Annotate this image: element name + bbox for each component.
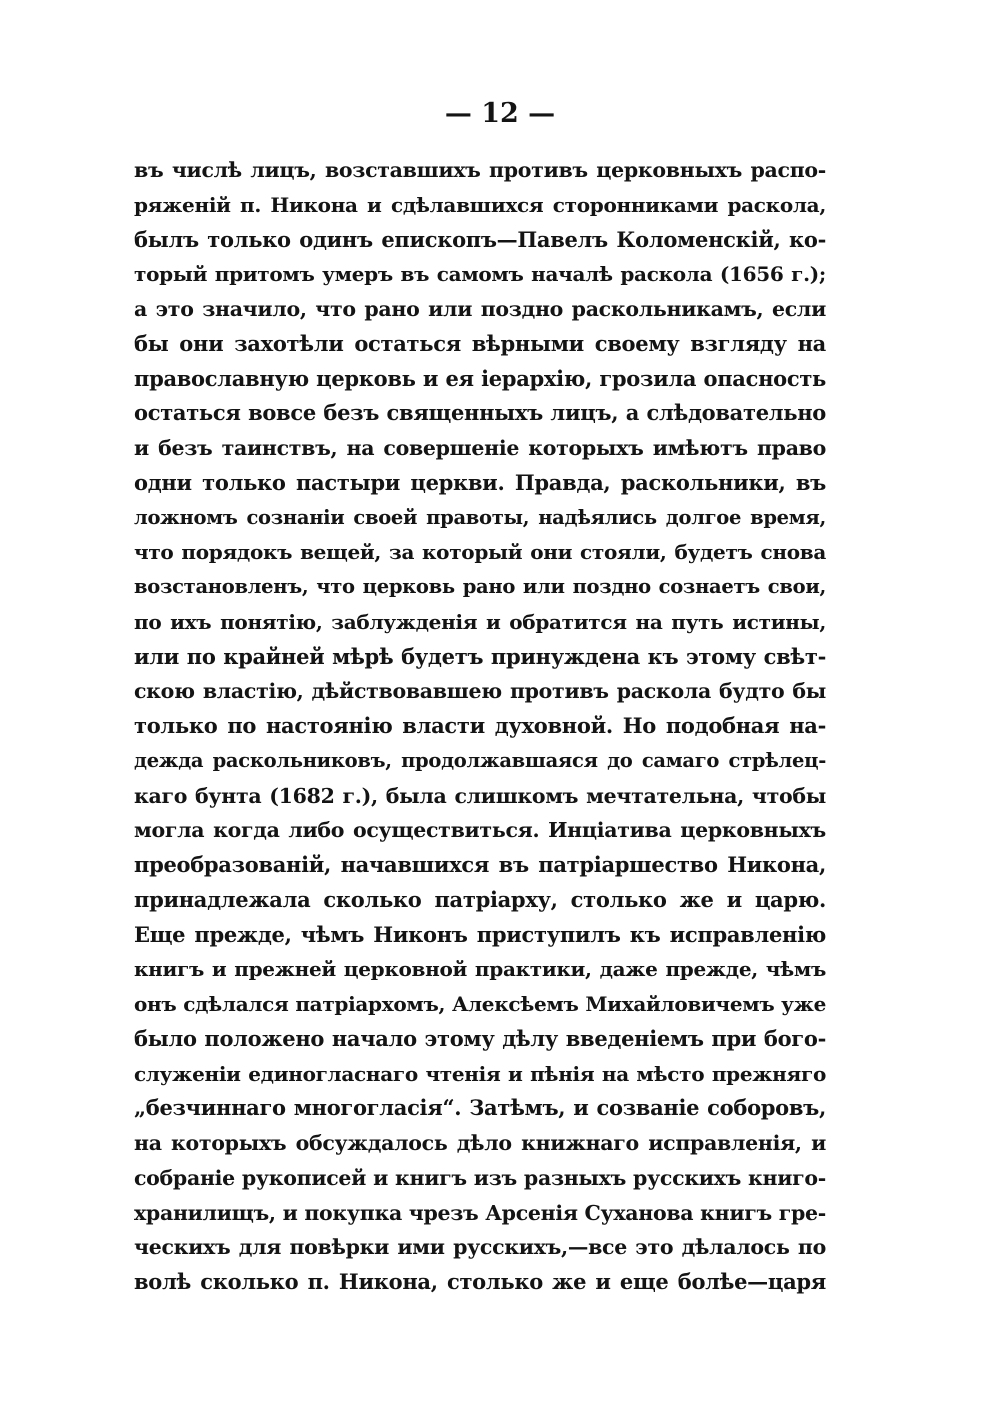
text-line: торый притомъ умеръ въ самомъ началѣ раскола (1656 г.); [134, 262, 826, 287]
text-line: возстановленъ, что церковь рано или поздно сознаетъ свои, [134, 575, 826, 598]
text-line: было положено начало этому дѣлу введеніемъ при бого- [134, 1025, 826, 1051]
text-line: принадлежала сколько патріарху, столько же и царю. [134, 886, 826, 912]
text-line: а это значило, что рано или поздно раскольникамъ, если [134, 297, 826, 321]
page-number: — 12 — [444, 98, 556, 129]
text-line: былъ только одинъ епископъ—Павелъ Коломенскій, ко- [134, 226, 826, 252]
text-line: на которыхъ обсуждалось дѣло книжнаго исправленія, и [134, 1131, 826, 1155]
text-line: онъ сдѣлался патріархомъ, Алексѣемъ Михайловичемъ уже [134, 992, 826, 1016]
text-line: преобразованій, начавшихся въ патріаршество Никона, [134, 852, 826, 877]
text-line: книгъ и прежней церковной практики, даже прежде, чѣмъ [134, 957, 826, 982]
text-line: каго бунта (1682 г.), была слишкомъ мечтательна, чтобы [134, 783, 826, 808]
text-line: по ихъ понятію, заблужденія и обратится на путь истины, [134, 609, 826, 634]
text-line: остаться вовсе безъ священныхъ лицъ, а слѣдовательно [134, 400, 826, 426]
text-line: собраніе рукописей и книгъ изъ разныхъ русскихъ книго- [134, 1165, 826, 1190]
text-line: въ числѣ лицъ, возставшихъ противъ церковныхъ распо- [134, 158, 826, 182]
text-line: волѣ сколько п. Никона, столько же и еще болѣе—царя [134, 1269, 826, 1294]
text-line: только по настоянію власти духовной. Но подобная на- [134, 713, 826, 738]
text-line: бы они захотѣли остаться вѣрными своему взгляду на [134, 330, 826, 356]
text-line: хранилищъ, и покупка чрезъ Арсенія Суханова книгъ гре- [134, 1200, 826, 1225]
text-line: или по крайней мѣрѣ будетъ принуждена къ этому свѣт- [134, 643, 826, 669]
text-line: дежда раскольниковъ, продолжавшаяся до самаго стрѣлец- [134, 748, 826, 772]
text-line: и безъ таинствъ, на совершеніе которыхъ имѣютъ право [134, 436, 826, 460]
body-text [134, 153, 826, 1300]
text-line: что порядокъ вещей, за который они стояли, будетъ снова [134, 540, 826, 565]
text-line: могла когда либо осуществиться. Инціатива церковныхъ [134, 818, 826, 843]
text-line: ряженій п. Никона и сдѣлавшихся сторонниками раскола, [134, 192, 826, 217]
text-line: православную церковь и ея іерархію, грозила опасность [134, 365, 826, 391]
text-line: „безчиннаго многогласія“. Затѣмъ, и созваніе соборовъ, [134, 1095, 826, 1121]
text-line: ложномъ сознаніи своей правоты, надѣялись долгое время, [134, 505, 826, 529]
text-line: служеніи единогласнаго чтенія и пѣнія на мѣсто прежняго [134, 1061, 826, 1086]
text-line: Еще прежде, чѣмъ Никонъ приступилъ къ исправленію [134, 921, 826, 947]
text-line: одни только пастыри церкви. Правда, раскольники, въ [134, 469, 826, 495]
text-line: скою властію, дѣйствовавшею противъ раскола будто бы [134, 679, 826, 704]
text-line: ческихъ для повѣрки ими русскихъ,—все это дѣлалось по [134, 1235, 826, 1260]
